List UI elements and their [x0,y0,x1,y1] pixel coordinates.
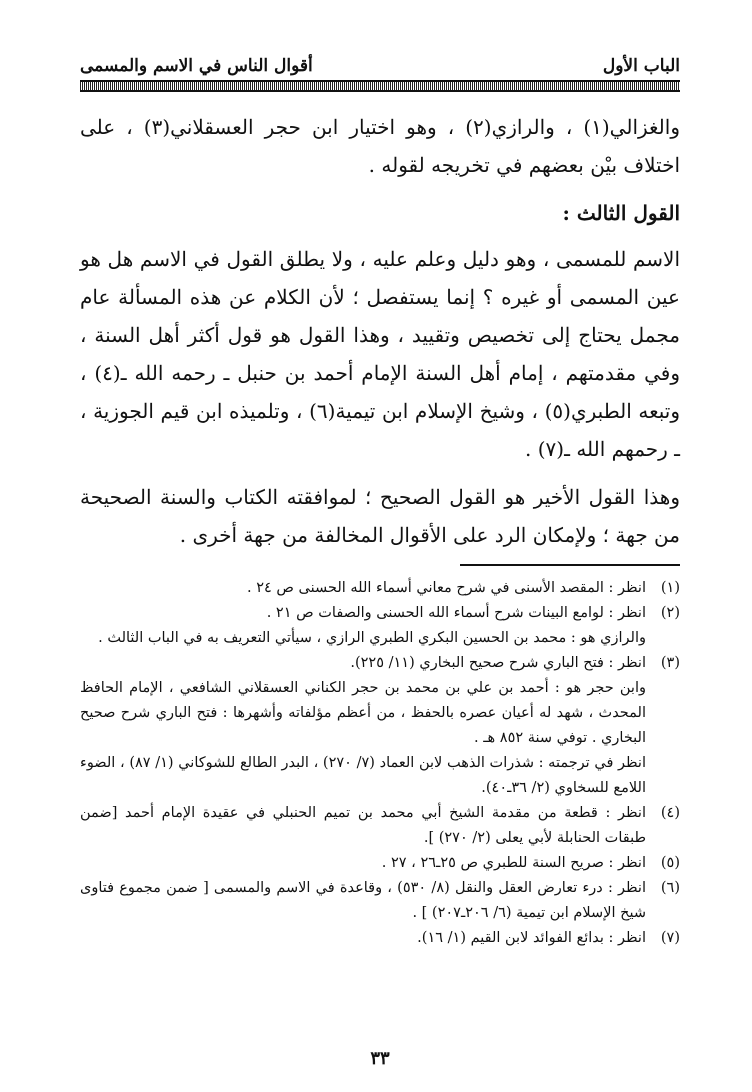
footnote-number: (٦) [660,880,680,896]
footnote-text: انظر : قطعة من مقدمة الشيخ أبي محمد بن تميم الحنبلي في عقيدة الإمام أحمد [ضمن طبقات الحنابلة لأبي يعلى (٢/ ٢٧٠) ]. [80,805,646,846]
footnote-number: (٧) [660,930,680,946]
footnote [80,851,680,876]
footnote [80,801,680,851]
footnote-number [646,626,680,651]
footnote-rule [460,564,680,566]
footnote [80,751,680,801]
header-rule [80,80,680,92]
footnote-text: انظر : لوامع البينات شرح أسماء الله الحسنى والصفات ص ٢١ . [266,605,646,621]
footnote-number: (٥) [660,855,680,871]
footnote-number [646,751,680,801]
footnote-number: (٤) [660,805,680,821]
main-text [80,108,680,554]
page-number: ٣٣ [370,1048,390,1069]
section-heading: القول الثالث : [562,201,680,225]
running-header [80,48,680,76]
footnote [80,926,680,951]
footnote [80,876,680,926]
footnote-number: (١) [660,580,680,596]
footnotes [80,576,680,951]
footnote [80,576,680,601]
footnote [80,626,680,651]
footnote-text: انظر : درء تعارض العقل والنقل (٨/ ٥٣٠) ، وقاعدة في الاسم والمسمى [ ضمن مجموع فتاوى شيخ الإسلام ابن تيمية (٦/ ٢٠٦ـ٢٠٧) ] . [80,880,646,921]
footnote-number: (٢) [660,605,680,621]
book-page [80,48,680,1068]
footnote-text: انظر في ترجمته : شذرات الذهب لابن العماد (٧/ ٢٧٠) ، البدر الطالع للشوكاني (١/ ٨٧) ، الضوء اللامع للسخاوي (٢/ ٣٦ـ٤٠). [80,755,646,796]
paragraph-1: والغزالي(١) ، والرازي(٢) ، وهو اختيار ابن حجر العسقلاني(٣) ، على اختلاف بيْن بعضهم في تخريجه لقوله . [80,115,680,177]
paragraph-2: الاسم للمسمى ، وهو دليل وعلم عليه ، ولا يطلق القول في الاسم هل هو عين المسمى أو غيره ؟ إنما يستفصل ؛ لأن الكلام عن هذه المسألة عام مجمل يحتاج إلى تخصيص وتقييد ، وهذا القول هو قول أكثر أهل السنة ، وفي مقدمتهم ، إمام أهل السنة الإمام أحمد بن حنبل ـ رحمه الله ـ(٤) ، وتبعه الطبري(٥) ، وشيخ الإسلام ابن تيمية(٦) ، وتلميذه ابن قيم الجوزية ، ـ رحمهم الله ـ(٧) . [80,247,680,461]
section-title: أقوال الناس في الاسم والمسمى [80,56,313,76]
footnote-text: انظر : فتح الباري شرح صحيح البخاري (١١/ ٢٢٥). [350,655,646,671]
chapter-title: الباب الأول [602,56,680,76]
paragraph-3: وهذا القول الأخير هو القول الصحيح ؛ لموافقته الكتاب والسنة الصحيحة من جهة ؛ ولإمكان الرد على الأقوال المخالفة من جهة أخرى . [80,485,680,547]
footnote-number [646,676,680,751]
footnote-text: والرازي هو : محمد بن الحسين البكري الطبري الرازي ، سيأتي التعريف به في الباب الثالث . [98,630,646,646]
footnote-text: وابن حجر هو : أحمد بن علي بن محمد بن حجر الكناني العسقلاني الشافعي ، الإمام الحافظ المحدث ، شهد له أعيان عصره بالحفظ ، من أعظم مؤلفاته وأشهرها : فتح الباري شرح صحيح البخاري . توفي سنة ٨٥٢ هـ . [80,680,646,746]
footnote [80,651,680,676]
footnote [80,601,680,626]
footnote-text: انظر : بدائع الفوائد لابن القيم (١/ ١٦). [417,930,646,946]
footnote-text: انظر : المقصد الأسنى في شرح معاني أسماء الله الحسنى ص ٢٤ . [247,580,646,596]
footnote [80,676,680,751]
footnote-number: (٣) [660,655,680,671]
footnote-text: انظر : صريح السنة للطبري ص ٢٥ـ٢٦ ، ٢٧ . [381,855,646,871]
